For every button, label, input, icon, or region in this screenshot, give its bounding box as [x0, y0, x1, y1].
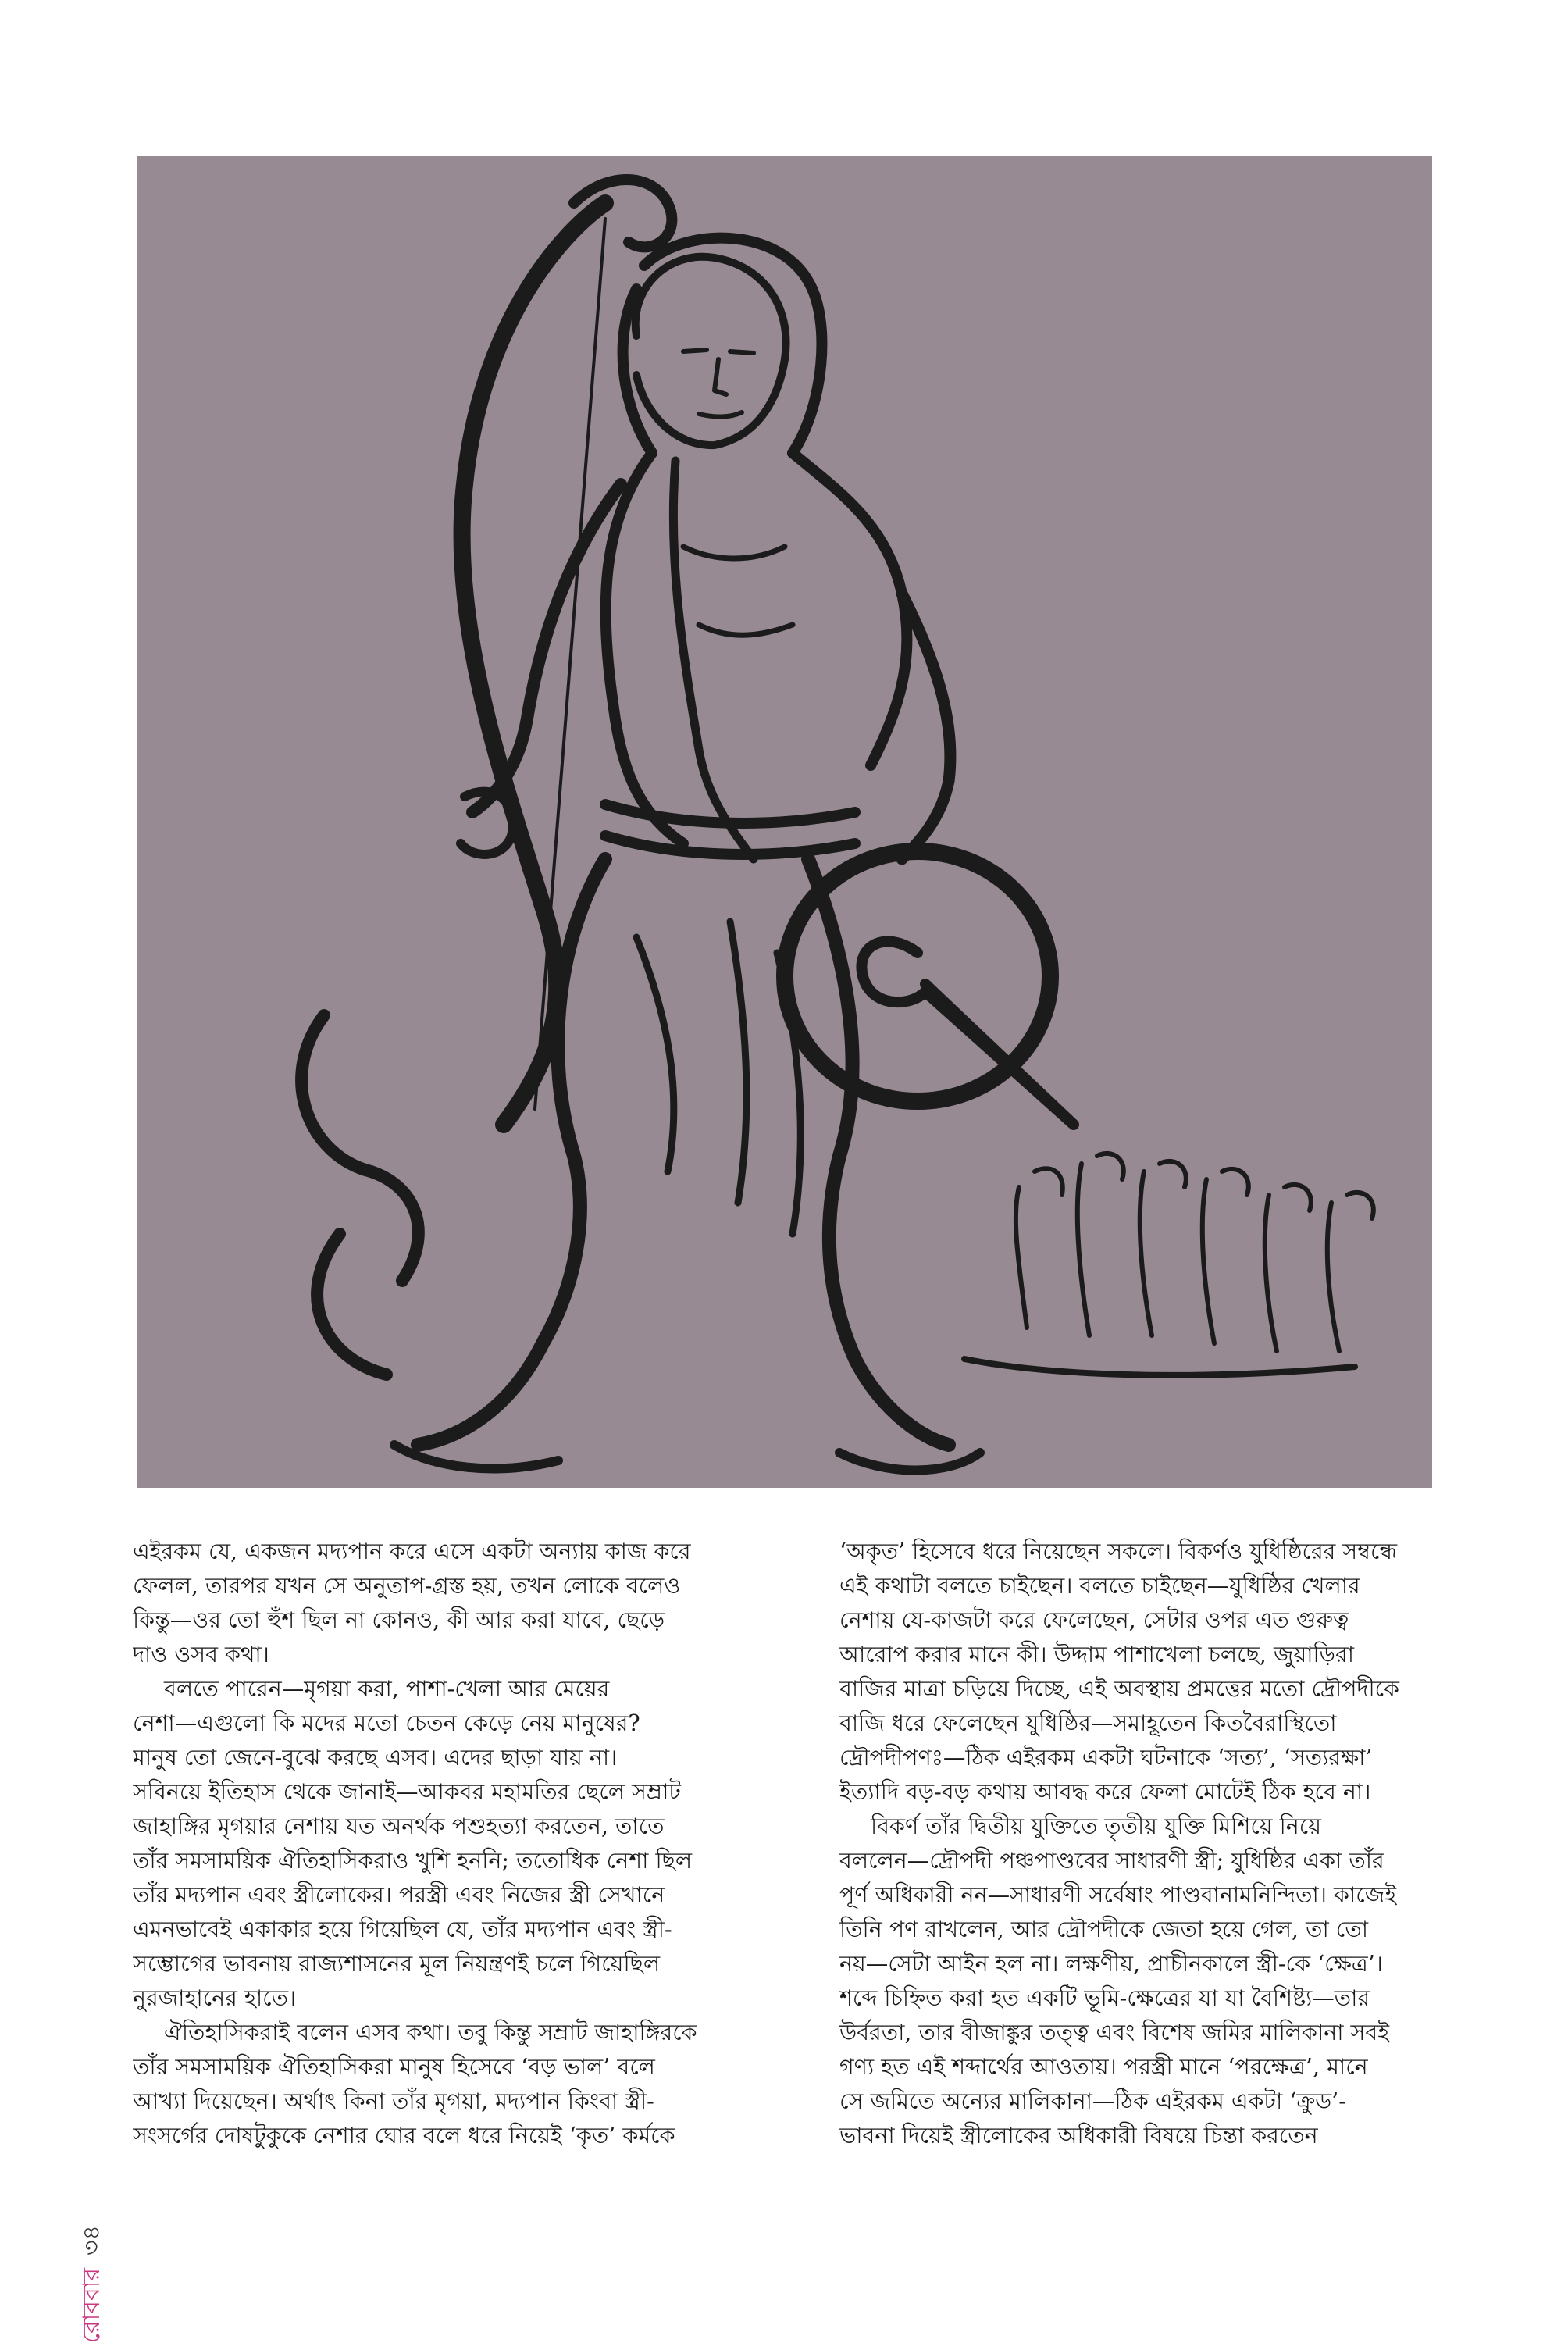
left-line: এইরকম যে, একজন মদ্যপান করে এসে একটা অন্যায় কাজ করে	[133, 1539, 691, 1564]
face	[683, 350, 754, 417]
right-column	[839, 1535, 1441, 2153]
left-line: তাঁর সমসাময়িক ঐতিহাসিকরাও খুশি হননি; ততোধিক নেশা ছিল	[133, 1848, 693, 1874]
dhoti-folds	[636, 922, 800, 1234]
crowd	[964, 1154, 1374, 1375]
right-line: বাজির মাত্রা চড়িয়ে দিচ্ছে, এই অবস্থায় প্রমত্তের মতো দ্রৌপদীকে	[839, 1676, 1399, 1702]
right-line: বিকর্ণ তাঁর দ্বিতীয় যুক্তিতে তৃতীয় যুক্তি মিশিয়ে নিয়ে	[871, 1813, 1322, 1839]
left-line: কিন্তু—ওর তো হুঁশ ছিল না কোনও, কী আর করা যাবে, ছেড়ে	[133, 1607, 665, 1633]
right-line: নয়—সেটা আইন হল না। লক্ষণীয়, প্রাচীনকালে স্ত্রী-কে ‘ক্ষেত্র’।	[839, 1951, 1383, 1977]
left-line: তাঁর সমসাময়িক ঐতিহাসিকরা মানুষ হিসেবে ‘বড় ভাল’ বলে	[133, 2054, 655, 2080]
left-line: বলতে পারেন—মৃগয়া করা, পাশা-খেলা আর মেয়ের	[164, 1676, 610, 1702]
hair	[623, 238, 822, 453]
left-line: আখ্যা দিয়েছেন। অর্থাৎ কিনা তাঁর মৃগয়া, মদ্যপান কিংবা স্ত্রী-	[133, 2088, 654, 2114]
left-line: তাঁর মদ্যপান এবং স্ত্রীলোকের। পরস্ত্রী এবং নিজের স্ত্রী সেখানে	[133, 1882, 665, 1908]
right-line: ইত্যাদি বড়-বড় কথায় আবদ্ধ করে ফেলা মোটেই ঠিক হবে না।	[839, 1779, 1371, 1805]
right-line: বাজি ধরে ফেলেছেন যুধিষ্ঠির—সমাহূতেন কিতবৈরাস্থিতো	[839, 1710, 1337, 1736]
left-line: এমনভাবেই একাকার হয়ে গিয়েছিল যে, তাঁর মদ্যপান এবং স্ত্রী-	[133, 1917, 672, 1942]
right-line: ভাবনা দিয়েই স্ত্রীলোকের অধিকারী বিষয়ে চিন্তা করতেন	[839, 2123, 1318, 2149]
left-column	[133, 1535, 742, 2153]
left-line: সংসর্গের দোষটুকুকে নেশার ঘোর বলে ধরে নিয়েই ‘কৃত’ কর্মকে	[133, 2123, 675, 2149]
right-line: উর্বরতা, তার বীজাঙ্কুর তত্ত্ব এবং বিশেষ জমির মালিকানা সবই	[839, 2020, 1390, 2045]
page-footer	[69, 2093, 116, 2343]
right-line: নেশায় যে-কাজটা করে ফেলেছেন, সেটার ওপর এত গুরুত্ব	[839, 1607, 1349, 1633]
right-line: দ্রৌপদীপণঃ—ঠিক এইরকম একটা ঘটনাকে ‘সত্য’, ‘সত্যরক্ষা’	[839, 1745, 1373, 1771]
right-line: পূর্ণ অধিকারী নন—সাধারণী সর্বেষাং পাণ্ডবানামনিন্দিতা। কাজেই	[839, 1882, 1397, 1908]
magazine-name: রোববার	[78, 2268, 105, 2343]
left-leg	[418, 859, 605, 1445]
scarf	[673, 461, 754, 859]
right-line: এই কথাটা বলতে চাইছেন। বলতে চাইছেন—যুধিষ্ঠির খেলার	[839, 1573, 1360, 1599]
feet	[394, 1445, 980, 1471]
left-line: মানুষ তো জেনে-বুঝে করছে এসব। এদের ছাড়া যায় না।	[133, 1745, 618, 1771]
illustration	[137, 156, 1432, 1488]
right-line: তিনি পণ রাখলেন, আর দ্রৌপদীকে জেতা হয়ে গেল, তা তো	[839, 1917, 1368, 1942]
right-line: গণ্য হত এই শব্দার্থের আওতায়। পরস্ত্রী মানে ‘পরক্ষেত্র’, মানে	[839, 2054, 1368, 2080]
chest	[683, 547, 793, 635]
right-line: শব্দে চিহ্নিত করা হত একটি ভূমি-ক্ষেত্রের যা যা বৈশিষ্ট্য—তার	[839, 1985, 1370, 2011]
left-line: দাও ওসব কথা।	[133, 1642, 269, 1667]
left-line: জাহাঙ্গির মৃগয়ার নেশায় যত অনর্থক পশুহত্যা করতেন, তাতে	[133, 1813, 665, 1839]
right-line: আরোপ করার মানে কী। উদ্দাম পাশাখেলা চলছে, জুয়াড়িরা	[839, 1642, 1354, 1667]
right-line: সে জমিতে অন্যের মালিকানা—ঠিক এইরকম একটা ‘ক্রুড’-	[839, 2088, 1346, 2114]
page-number: ৩৪	[78, 2225, 105, 2256]
left-line: ফেলল, তারপর যখন সে অনুতাপ-গ্রস্ত হয়, তখন লোকে বলেও	[133, 1573, 681, 1599]
drapery	[301, 1015, 419, 1375]
left-line: নুরজাহানের হাতে।	[133, 1985, 297, 2011]
right-line: বললেন—দ্রৌপদী পঞ্চপাণ্ডবের সাধারণী স্ত্রী; যুধিষ্ঠির একা তাঁর	[839, 1848, 1384, 1874]
left-line: নেশা—এগুলো কি মদের মতো চেতন কেড়ে নেয় মানুষের?	[133, 1710, 640, 1736]
left-line: ঐতিহাসিকরাই বলেন এসব কথা। তবু কিন্তু সম্রাট জাহাঙ্গিরকে	[164, 2020, 697, 2045]
left-line: সম্ভোগের ভাবনায় রাজ্যশাসনের মূল নিয়ন্ত্রণই চলে গিয়েছিল	[133, 1951, 661, 1977]
right-line: ‘অকৃত’ হিসেবে ধরে নিয়েছেন সকলে। বিকর্ণও যুধিষ্ঠিরের সম্বন্ধে	[839, 1539, 1398, 1564]
left-line: সবিনয়ে ইতিহাস থেকে জানাই—আকবর মহামতির ছেলে সম্রাট	[133, 1779, 681, 1805]
torso	[606, 453, 907, 843]
warrior-illustration	[137, 156, 1432, 1488]
